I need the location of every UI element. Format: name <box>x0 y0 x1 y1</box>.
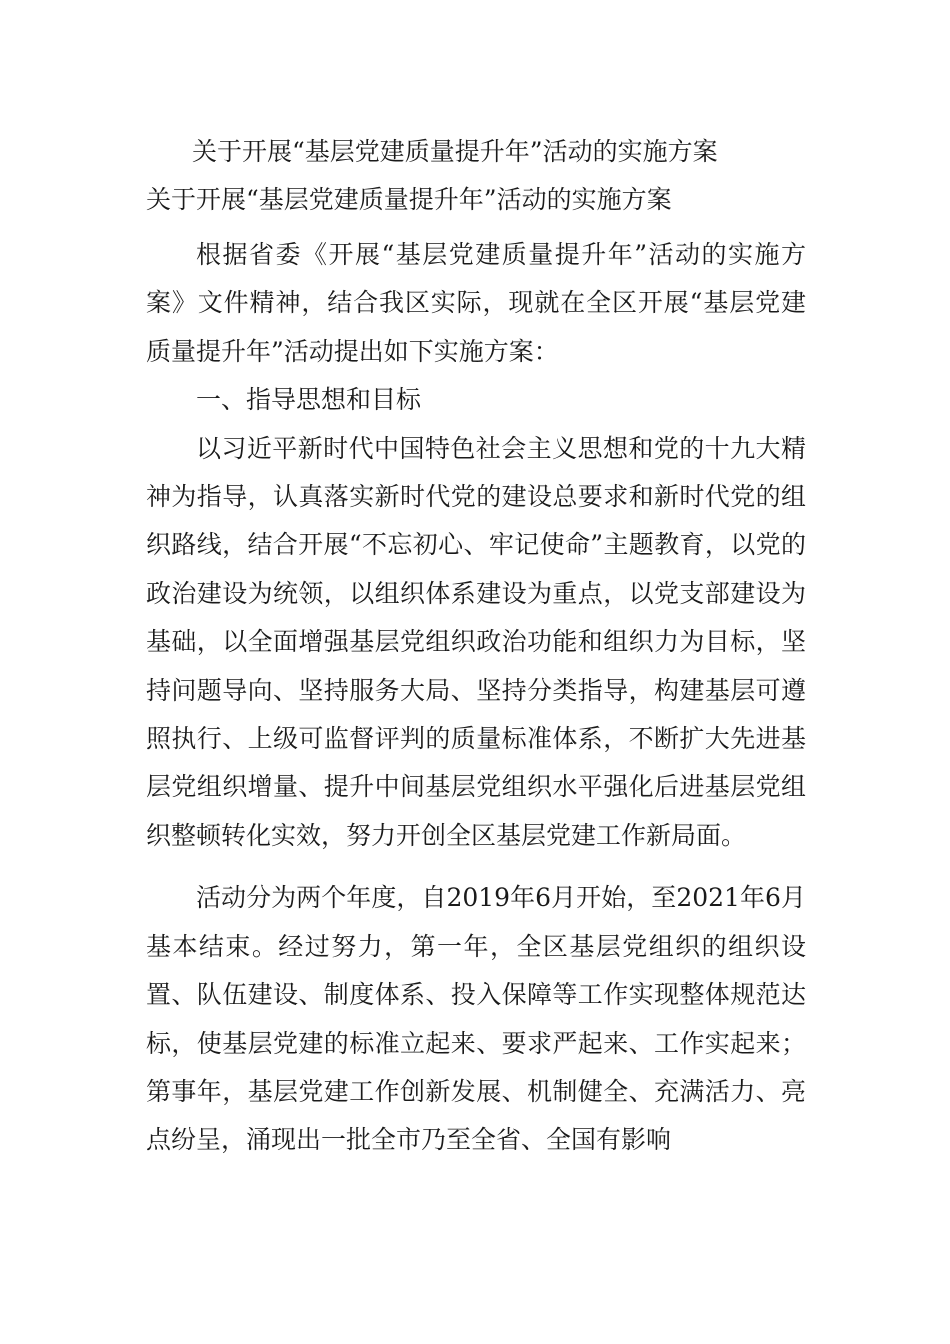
paragraph-guiding-thought: 以习近平新时代中国特色社会主义思想和党的十九大精神为指导，认真落实新时代党的建设总要求和新时代党的组织路线，结合开展“不忘初心、牢记使命”主题教育，以党的政治建设为统领，以组织体系建设为重点，以党支部建设为基础，以全面增强基层党组织政治功能和组织力为目标，坚持问题导向、坚持服务大局、坚持分类指导，构建基层可遵照执行、上级可监督评判的质量标准体系，不断扩大先进基层党组织增量、提升中间基层党组织水平强化后进基层党组织整顿转化实效，努力开创全区基层党建工作新局面。 <box>146 433 806 850</box>
section-heading-guiding-thought: 一、指导思想和目标 <box>196 385 422 415</box>
document-subtitle: 关于开展“基层党建质量提升年”活动的实施方案 <box>146 185 672 214</box>
paragraph-intro: 根据省委《开展“基层党建质量提升年”活动的实施方案》文件精神，结合我区实际，现就在全区开展“基层党建质量提升年”活动提出如下实施方案： <box>146 240 806 366</box>
document-body <box>146 231 806 1165</box>
paragraph-activity-schedule: 活动分为两个年度，自2019年6月开始，至2021年6月基本结束。经过努力，第一年，全区基层党组织的组织设置、队伍建设、制度体系、投入保障等工作实现整体规范达标，使基层党建的标准立起来、要求严起来、工作实起来；第事年，基层党建工作创新发展、机制健全、充满活力、亮点纷呈，涌现出一批全市乃至全省、全国有影响 <box>146 883 806 1155</box>
document-title: 关于开展“基层党建质量提升年”活动的实施方案 <box>192 137 718 166</box>
